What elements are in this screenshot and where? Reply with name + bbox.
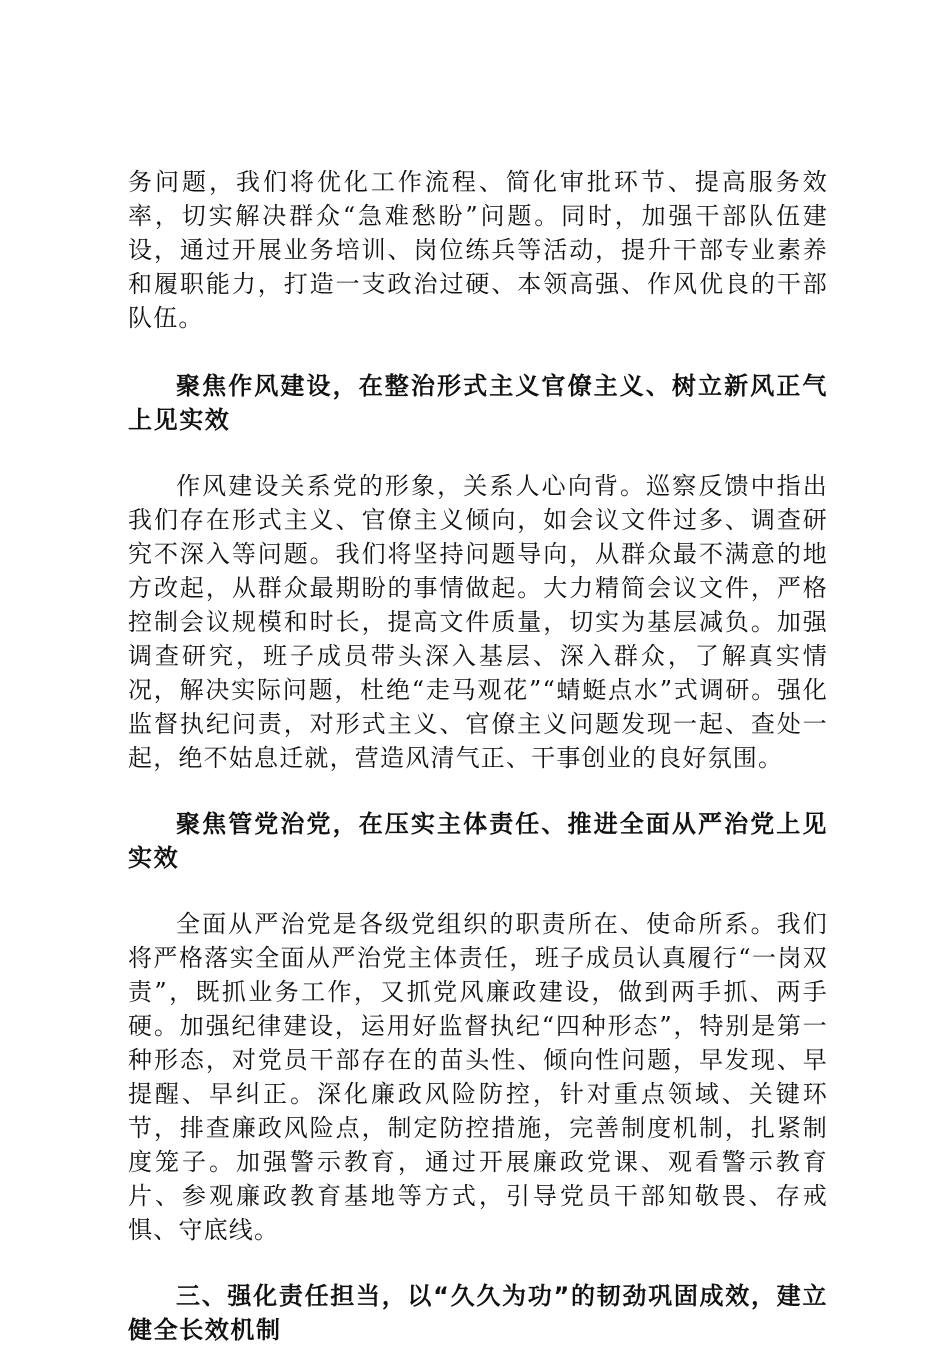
section-heading: 聚焦管党治党，在压实主体责任、推进全面从严治党上见实效 [128,810,828,872]
paragraph-spacer [128,335,828,369]
paragraph-spacer [128,1247,828,1279]
document-body [128,165,828,1347]
chapter-heading: 三、强化责任担当，以“久久为功”的韧劲巩固成效，建立健全长效机制 [128,1282,828,1344]
paragraph-spacer [128,775,828,807]
body-paragraph: 作风建设关系党的形象，关系人心向背。巡察反馈中指出我们存在形式主义、官僚主义倾向，如会议文件过多、调查研究不深入等问题。我们将坚持问题导向，从群众最不满意的地方改起，从群众最期盼的事情做起。大力精简会议文件，严格控制会议规模和时长，提高文件质量，切实为基层减负。加强调查研究，班子成员带头深入基层、深入群众，了解真实情况，解决实际问题，杜绝“走马观花”“蜻蜓点水”式调研。强化监督执纪问责，对形式主义、官僚主义问题发现一起、查处一起，绝不姑息迁就，营造风清气正、干事创业的良好氛围。 [128,472,828,772]
body-paragraph: 全面从严治党是各级党组织的职责所在、使命所系。我们将严格落实全面从严治党主体责任，班子成员认真履行“一岗双责”，既抓业务工作，又抓党风廉政建设，做到两手抓、两手硬。加强纪律建设，运用好监督执纪“四种形态”，特别是第一种形态，对党员干部存在的苗头性、倾向性问题，早发现、早提醒、早纠正。深化廉政风险防控，针对重点领域、关键环节，排查廉政风险点，制定防控措施，完善制度机制，扎紧制度笼子。加强警示教育，通过开展廉政党课、观看警示教育片、参观廉政教育基地等方式，引导党员干部知敬畏、存戒惧、守底线。 [128,910,828,1244]
body-paragraph: 务问题，我们将优化工作流程、简化审批环节、提高服务效率，切实解决群众“急难愁盼”问题。同时，加强干部队伍建设，通过开展业务培训、岗位练兵等活动，提升干部专业素养和履职能力，打造一支政治过硬、本领高强、作风优良的干部队伍。 [128,168,828,332]
section-heading: 聚焦作风建设，在整治形式主义官僚主义、树立新风正气上见实效 [128,372,828,434]
paragraph-spacer [128,875,828,907]
paragraph-spacer [128,437,828,469]
